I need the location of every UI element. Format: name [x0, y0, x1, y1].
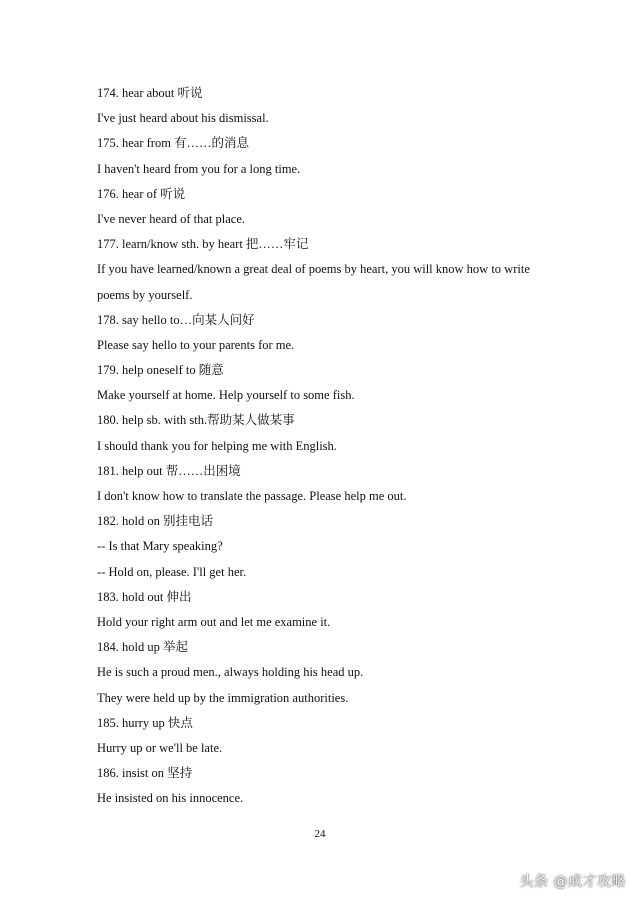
entry-heading: 179. help oneself to 随意	[97, 363, 224, 378]
entry-heading: 177. learn/know sth. by heart 把……牢记	[97, 237, 309, 252]
entry-heading: 181. help out 帮……出困境	[97, 463, 241, 478]
example-sentence: He is such a proud men., always holding his head up.	[97, 665, 364, 680]
example-sentence: If you have learned/known a great deal of poems by heart, you will know how to write	[97, 262, 530, 277]
entry-heading: 186. insist on 坚持	[97, 766, 193, 781]
entry-heading: 176. hear of 听说	[97, 186, 186, 201]
example-sentence: Hold your right arm out and let me examine it.	[97, 614, 331, 629]
page-number: 24	[314, 828, 326, 840]
example-sentence-continued: poems by yourself.	[97, 287, 193, 302]
example-sentence: He insisted on his innocence.	[97, 791, 244, 806]
example-sentence: I should thank you for helping me with English.	[97, 438, 337, 453]
example-sentence: I haven't heard from you for a long time.	[97, 161, 301, 176]
entry-heading: 180. help sb. with sth.帮助某人做某事	[97, 413, 295, 428]
example-sentence: Make yourself at home. Help yourself to some fish.	[97, 388, 355, 403]
watermark: 头条 @成才攻略	[519, 874, 626, 890]
example-sentence: I've never heard of that place.	[97, 211, 246, 226]
entry-heading: 182. hold on 别挂电话	[97, 514, 213, 529]
example-sentence: They were held up by the immigration authorities.	[97, 690, 349, 705]
example-dialogue-line: -- Is that Mary speaking?	[97, 539, 223, 554]
example-sentence: I've just heard about his dismissal.	[97, 111, 269, 126]
entry-heading: 174. hear about 听说	[97, 86, 203, 100]
entry-heading: 185. hurry up 快点	[97, 715, 193, 730]
document-body	[97, 81, 617, 811]
example-sentence: Hurry up or we'll be late.	[97, 740, 223, 755]
example-sentence: I don't know how to translate the passage. Please help me out.	[97, 489, 407, 503]
example-sentence: Please say hello to your parents for me.	[97, 337, 295, 352]
entry-heading: 184. hold up 举起	[97, 640, 188, 655]
example-dialogue-line: -- Hold on, please. I'll get her.	[97, 564, 247, 579]
entry-heading: 178. say hello to…向某人问好	[97, 312, 255, 327]
entry-heading: 183. hold out 伸出	[97, 589, 192, 604]
entry-heading: 175. hear from 有……的消息	[97, 136, 250, 151]
